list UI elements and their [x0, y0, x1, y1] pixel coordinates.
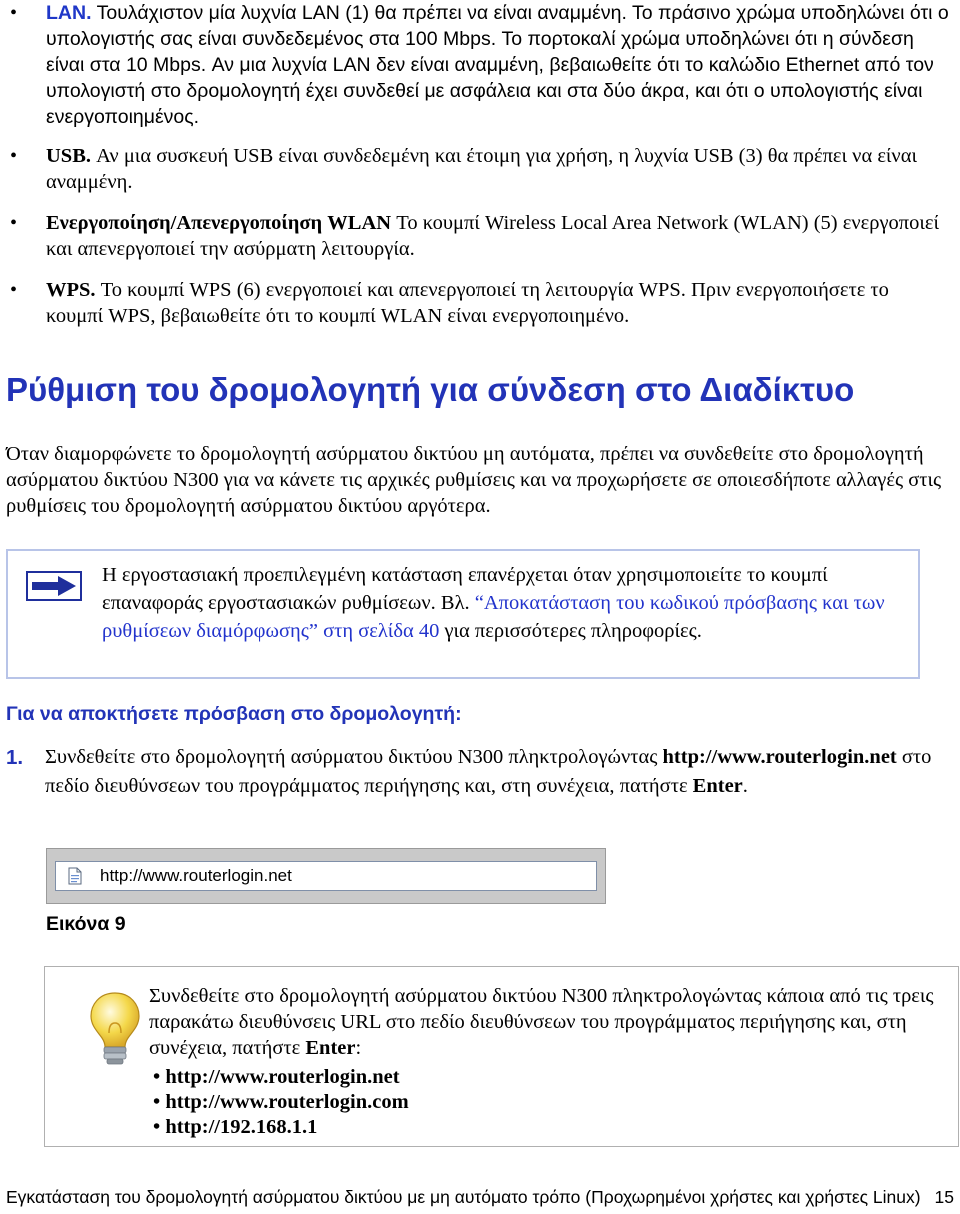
bullet-text: Αν μια συσκευή USB είναι συνδεδεμένη και έτοιμη για χρήση, η λυχνία USB (3) θα πρέπει να είναι αναμμένη.: [46, 145, 917, 193]
bullet-text: Τουλάχιστον μία λυχνία LAN (1) θα πρέπει να είναι αναμμένη. Το πράσινο χρώμα υποδηλώνει ότι ο υπολογιστής σας είναι συνδεδεμένος στα 100 Mbps. Το πορτοκαλί χρώμα υποδηλώνει ότι η σύνδεση είναι στα 10 Mbps. Αν μια λυχνία LAN δεν είναι αναμμένη, βεβαιωθείτε ότι το καλώδιο Ethernet από τον υπολογιστή στο δρομολογητή έχει συνδεθεί με ασφάλεια και στα δύο άκρα, και ότι ο υπολογιστής είναι ενεργοποιημένος.: [46, 2, 949, 128]
tip-text-after: :: [355, 1037, 362, 1059]
list-item: • http://192.168.1.1: [149, 1115, 949, 1140]
page-number: 15: [934, 1187, 954, 1207]
cross-reference-link[interactable]: “Αποκατάσταση του κωδικού πρόσβασης και των ρυθμίσεων διαμόρφωσης” στη σελίδα 40: [102, 592, 885, 642]
step-text-after: .: [742, 775, 748, 797]
status-bullet-list: [10, 0, 950, 344]
address-input[interactable]: [55, 861, 597, 891]
lightbulb-icon: [85, 989, 145, 1069]
bullet-text: Το κουμπί Wireless Local Area Network (WLAN) (5) ενεργοποιεί και απενεργοποιεί την ασύρματη λειτουργία.: [46, 212, 939, 260]
url-list: [149, 1065, 949, 1140]
enter-key-label: Enter: [692, 775, 743, 797]
bullet-text: Το κουμπί WPS (6) ενεργοποιεί και απενεργοποιεί τη λειτουργία WPS. Πριν ενεργοποιήσετε το κουμπί WPS, βεβαιωθείτε ότι το κουμπί WLAN είναι ενεργοποιημένο.: [46, 279, 889, 327]
address-url: http://www.routerlogin.net: [100, 866, 292, 885]
bullet-term: LAN.: [46, 2, 92, 24]
note-text-before: Η εργοστασιακή προεπιλεγμένη κατάσταση επανέρχεται όταν χρησιμοποιείτε το κουμπί επαναφοράς εργοστασιακών ρυθμίσεων. Βλ.: [102, 564, 828, 614]
footer-text: Εγκατάσταση του δρομολογητή ασύρματου δικτύου με μη αυτόματο τρόπο (Προχωρημένοι χρήστες και χρήστες Linux): [6, 1187, 921, 1207]
subheading: Για να αποκτήσετε πρόσβαση στο δρομολογητή:: [6, 703, 462, 725]
enter-key-label: Enter: [305, 1037, 356, 1059]
bullet-wlan: [10, 210, 950, 262]
list-item: • http://www.routerlogin.com: [149, 1090, 949, 1115]
tip-box: [44, 966, 959, 1147]
figure-caption: Εικόνα 9: [46, 913, 126, 935]
note-text-after: για περισσότερες πληροφορίες.: [439, 620, 702, 642]
step-text-middle: στο πεδίο διευθύνσεων του προγράμματος περιήγησης και, στη συνέχεια, πατήστε: [45, 746, 932, 797]
note-box: [6, 549, 920, 679]
arrow-right-icon: [26, 571, 82, 601]
bullet-term: WPS.: [46, 279, 96, 301]
page-footer: [6, 1187, 954, 1208]
step-number: 1.: [6, 746, 24, 769]
bullet-term: Ενεργοποίηση/Απενεργοποίηση WLAN: [46, 212, 392, 234]
bullet-usb: [10, 143, 950, 195]
bullet-wps: [10, 277, 950, 329]
step-text: [45, 743, 946, 801]
step-1: [6, 743, 946, 801]
tip-text-before: Συνδεθείτε στο δρομολογητή ασύρματου δικτύου N300 πληκτρολογώντας κάποια από τις τρεις παρακάτω διευθύνσεις URL στο πεδίο διευθύνσεων του προγράμματος περιήγησης και, στη συνέχεια, πατήστε: [149, 985, 934, 1059]
browser-address-bar: [46, 848, 606, 904]
tip-text: [149, 983, 949, 1140]
step-text-before: Συνδεθείτε στο δρομολογητή ασύρματου δικτύου N300 πληκτρολογώντας: [45, 746, 663, 768]
section-heading: Ρύθμιση του δρομολογητή για σύνδεση στο Διαδίκτυο: [6, 371, 855, 408]
url-routerlogin-net: http://www.routerlogin.net: [662, 746, 897, 768]
page-icon: [66, 867, 84, 885]
intro-paragraph: Όταν διαμορφώνετε το δρομολογητή ασύρματου δικτύου μη αυτόματα, πρέπει να συνδεθείτε στο δρομολογητή ασύρματου δικτύου N300 για να κάνετε τις αρχικές ρυθμίσεις και να προχωρήσετε σε οποιεσδήποτε αλλαγές στις ρυθμίσεις του δρομολογητή ασύρματου δικτύου αργότερα.: [6, 443, 942, 517]
bullet-term: USB.: [46, 145, 92, 167]
list-item: • http://www.routerlogin.net: [149, 1065, 949, 1090]
note-text: [102, 561, 902, 645]
bullet-lan: [10, 0, 950, 130]
